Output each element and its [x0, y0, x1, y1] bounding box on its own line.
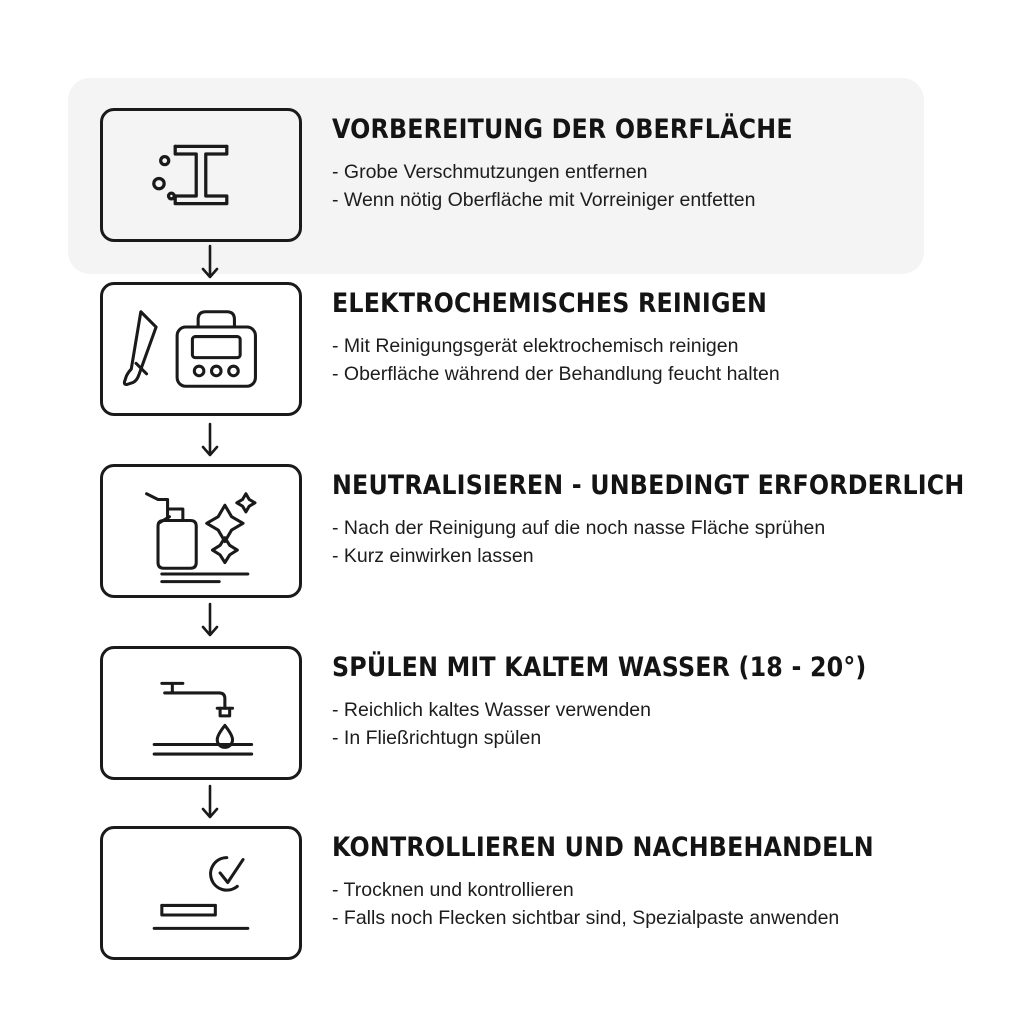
step-item-electrochemical-cleaning [100, 282, 980, 416]
step-1-bullets [332, 159, 980, 214]
step-1-title: VORBEREITUNG DER OBERFLÄCHE [332, 114, 793, 145]
step-1-text [332, 116, 980, 214]
beam-profile-icon [103, 111, 299, 239]
step-4-icon-box [100, 646, 302, 780]
step-3-bullet-2: - Kurz einwirken lassen [332, 544, 534, 567]
arrow-step-3-to-4 [198, 602, 222, 642]
step-3-title: NEUTRALISIEREN - UNBEDINGT ERFORDERLICH [332, 470, 965, 501]
step-3-icon-box [100, 464, 302, 598]
step-item-rinse [100, 646, 980, 780]
step-5-icon-box [100, 826, 302, 960]
step-4-bullets [332, 697, 980, 752]
step-1-bullet-1: - Grobe Verschmutzungen entfernen [332, 161, 648, 183]
step-5-title: KONTROLLIEREN UND NACHBEHANDELN [332, 832, 874, 863]
arrow-step-1-to-2 [198, 244, 222, 284]
step-4-bullet-2: - In Fließrichtugn spülen [332, 726, 542, 749]
step-item-neutralize [100, 464, 980, 598]
step-2-title: ELEKTROCHEMISCHES REINIGEN [332, 288, 768, 319]
step-2-bullets [332, 333, 980, 388]
step-5-text [332, 834, 980, 932]
step-3-text [332, 472, 980, 570]
arrow-step-2-to-3 [198, 422, 222, 462]
step-5-bullet-1: - Trocknen und kontrollieren [332, 879, 574, 901]
cleaning-device-icon [103, 285, 299, 413]
step-4-title: SPÜLEN MIT KALTEM WASSER (18 - 20°) [332, 652, 867, 683]
spray-bottle-icon [103, 467, 299, 595]
step-1-icon-box [100, 108, 302, 242]
step-2-bullet-1: - Mit Reinigungsgerät elektrochemisch reinigen [332, 335, 739, 357]
step-2-bullet-2: - Oberfläche während der Behandlung feucht halten [332, 362, 780, 385]
check-surface-icon [103, 829, 299, 957]
water-tap-icon [103, 649, 299, 777]
step-4-text [332, 654, 980, 752]
step-5-bullets [332, 877, 980, 932]
step-3-bullets [332, 515, 980, 570]
step-1-bullet-2: - Wenn nötig Oberfläche mit Vorreiniger entfetten [332, 188, 756, 211]
step-3-bullet-1: - Nach der Reinigung auf die noch nasse Fläche sprühen [332, 517, 826, 539]
step-item-control-aftercare [100, 826, 980, 960]
step-2-text [332, 290, 980, 388]
step-5-bullet-2: - Falls noch Flecken sichtbar sind, Spezialpaste anwenden [332, 906, 840, 929]
arrow-step-4-to-5 [198, 784, 222, 824]
step-2-icon-box [100, 282, 302, 416]
step-4-bullet-1: - Reichlich kaltes Wasser verwenden [332, 699, 651, 721]
step-item-preparation [100, 108, 980, 242]
